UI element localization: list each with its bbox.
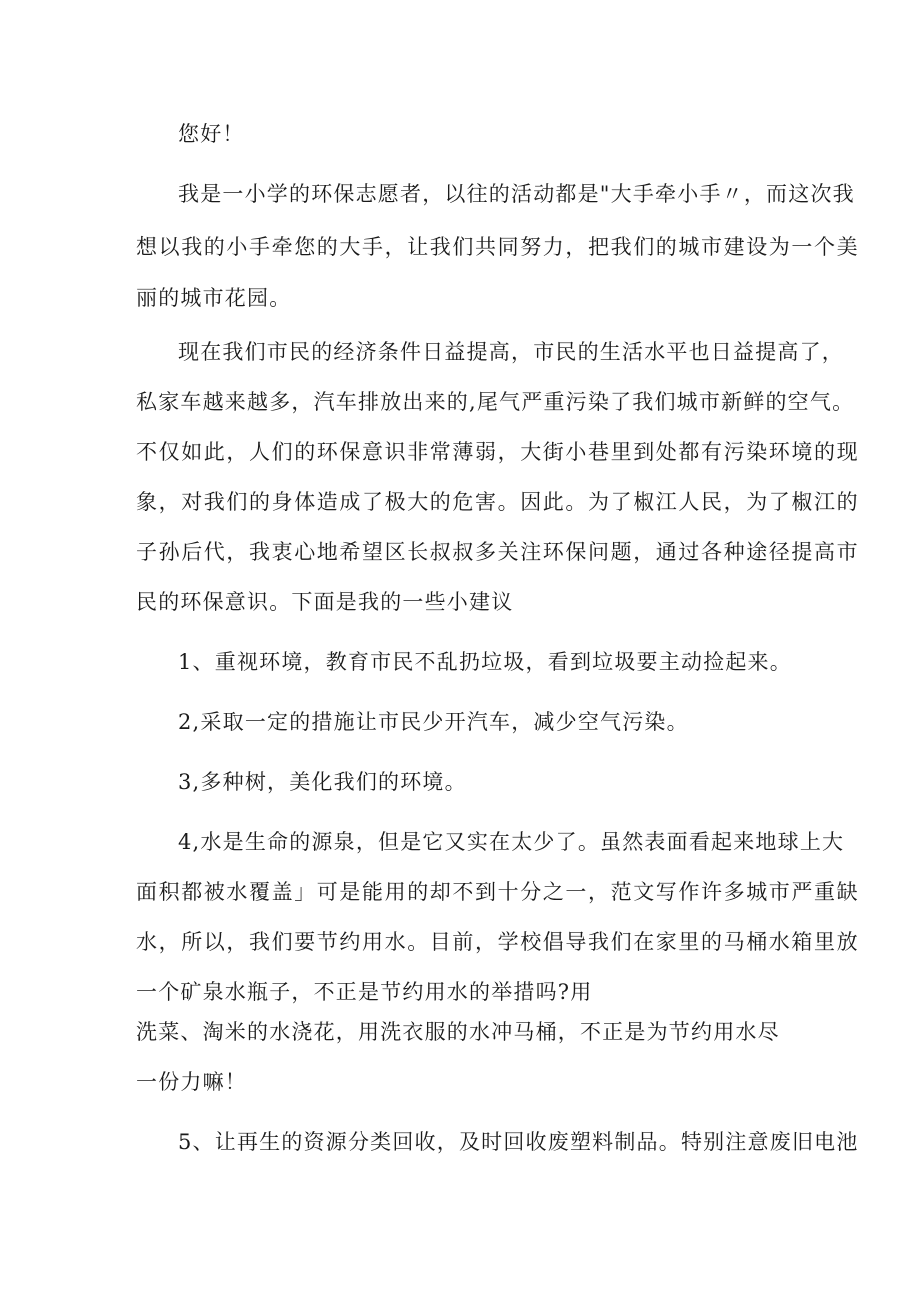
paragraph-2-line-2: 私家车越来越多，汽车排放出来的,尾气严重污染了我们城市新鲜的空气。 xyxy=(136,390,855,414)
paragraph-1-line-1: 我是一小学的环保志愿者，以往的活动都是"大手牵小手〃，而这次我 xyxy=(178,182,855,206)
paragraph-1-line-2: 想以我的小手牵您的大手，让我们共同努力，把我们的城市建设为一个美 xyxy=(136,235,860,259)
greeting: 您好！ xyxy=(178,122,245,146)
suggestion-4-line-4: 一个矿泉水瓶子，不正是节约用水的举措吗?用 xyxy=(136,980,593,1004)
paragraph-2-line-3: 不仅如此，人们的环保意识非常薄弱，大街小巷里到处都有污染环境的现 xyxy=(136,440,860,464)
paragraph-2-line-4: 象，对我们的身体造成了极大的危害。因此。为了椒江人民，为了椒江的 xyxy=(136,490,860,514)
paragraph-1-line-3: 丽的城市花园。 xyxy=(136,286,292,310)
paragraph-2-line-6: 民的环保意识。下面是我的一些小建议 xyxy=(136,590,514,614)
suggestion-4-line-6: 一份力嘛！ xyxy=(136,1070,247,1094)
suggestion-4-line-1: 4,水是生命的源泉，但是它又实在太少了。虽然表面看起来地球上大 xyxy=(178,830,845,854)
suggestion-2: 2,采取一定的措施让市民少开汽车，减少空气污染。 xyxy=(178,710,689,734)
paragraph-2-line-5: 子孙后代，我衷心地希望区长叔叔多关注环保问题，通过各种途径提高市 xyxy=(136,540,860,564)
suggestion-4-line-2: 面积都被水覆盖」可是能用的却不到十分之一，范文写作许多城市严重缺 xyxy=(136,880,860,904)
suggestion-3: 3,多种树，美化我们的环境。 xyxy=(178,770,467,794)
suggestion-4-line-3: 水，所以，我们要节约用水。目前，学校倡导我们在家里的马桶水箱里放 xyxy=(136,930,860,954)
suggestion-4-line-5: 洗菜、淘米的水浇花，用洗衣服的水冲马桶，不正是为节约用水尽 xyxy=(136,1020,780,1044)
paragraph-2-line-1: 现在我们市民的经济条件日益提高，市民的生活水平也日益提高了， xyxy=(178,340,844,364)
suggestion-5: 5、让再生的资源分类回收，及时回收废塑料制品。特别注意废旧电池 xyxy=(178,1130,859,1154)
suggestion-1: 1、重视环境，教育市民不乱扔垃圾，看到垃圾要主动捡起来。 xyxy=(178,650,792,674)
